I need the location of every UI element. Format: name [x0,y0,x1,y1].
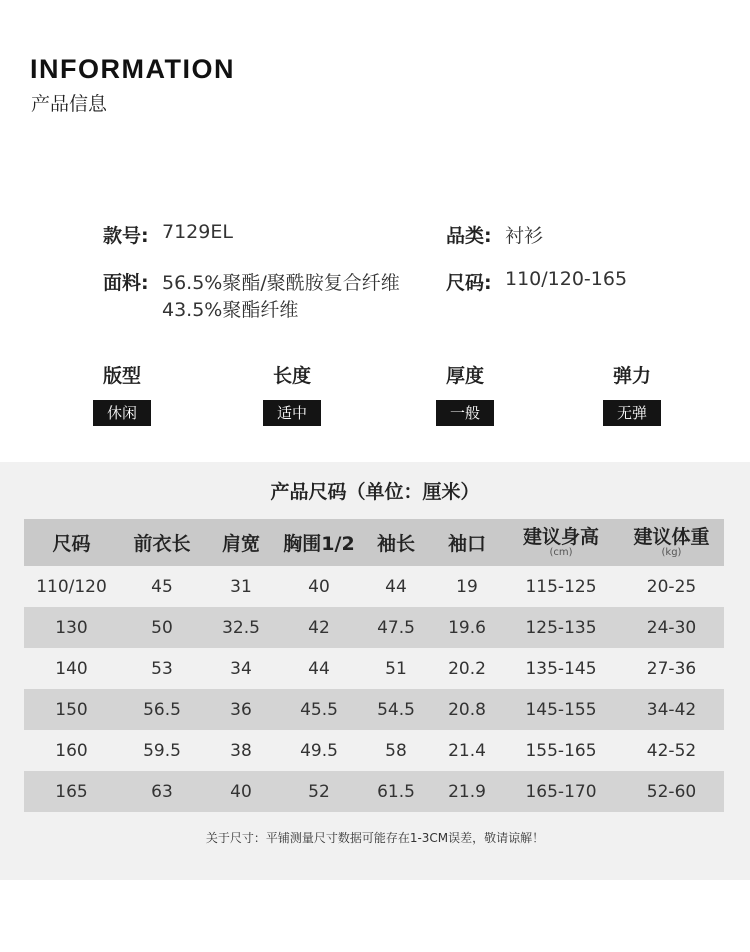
column-header [503,527,619,559]
table-cell: 140 [55,658,88,679]
table-cell: 130 [55,617,88,638]
table-cell: 165-170 [525,781,597,802]
table-row [24,730,724,771]
category-label: 品类: [446,225,492,247]
table-cell: 52-60 [646,781,697,802]
table-row [24,648,724,689]
table-cell: 50 [151,617,173,638]
table-cell: 58 [385,740,407,761]
table-cell: 49.5 [300,740,338,761]
table-cell: 21.9 [448,781,486,802]
table-cell: 20.2 [448,658,486,679]
table-row [24,566,724,607]
fabric-value-line2: 43.5%聚酯纤维 [162,299,299,321]
table-cell: 135-145 [525,658,597,679]
table-cell: 61.5 [377,781,415,802]
table-cell: 40 [308,576,330,597]
table-header-row [24,519,724,566]
table-cell: 145-155 [525,699,597,720]
table-cell: 44 [308,658,330,679]
table-cell: 31 [230,576,252,597]
table-cell: 59.5 [143,740,181,761]
table-row [24,689,724,730]
table-cell: 19 [456,576,478,597]
table-cell: 21.4 [448,740,486,761]
section-title-en: INFORMATION [30,54,235,84]
table-cell: 20-25 [646,576,697,597]
table-cell: 32.5 [222,617,260,638]
column-header-unit: (kg) [661,547,682,559]
table-cell: 36 [230,699,252,720]
table-cell: 34 [230,658,252,679]
size-table [24,519,724,812]
table-cell: 42 [308,617,330,638]
table-cell: 110/120 [36,576,107,597]
fabric-value-line1: 56.5%聚酯/聚酰胺复合纤维 [162,272,400,294]
column-header: 胸围1/2 [283,533,355,555]
size-note: 关于尺寸：平铺测量尺寸数据可能存在1-3CM误差，敬请谅解！ [205,831,545,845]
attribute-label: 版型 [102,365,141,387]
column-header [619,527,724,559]
attribute-label: 长度 [272,365,311,387]
table-cell: 51 [385,658,407,679]
table-cell: 63 [151,781,173,802]
fabric-label: 面料: [103,272,149,294]
attribute-label: 弹力 [612,365,651,387]
size-range-label: 尺码: [446,272,492,294]
table-cell: 42-52 [646,740,697,761]
table-body [24,566,724,812]
table-cell: 20.8 [448,699,486,720]
attribute-length [247,361,337,426]
attribute-fit [77,361,167,426]
table-cell: 53 [151,658,173,679]
table-cell: 27-36 [646,658,697,679]
table-cell: 155-165 [525,740,597,761]
table-cell: 24-30 [646,617,697,638]
attribute-label: 厚度 [445,365,484,387]
table-row [24,607,724,648]
column-header-label: 建议身高 [522,525,599,548]
table-cell: 44 [385,576,407,597]
table-cell: 56.5 [143,699,181,720]
column-header: 肩宽 [221,533,260,555]
table-cell: 47.5 [377,617,415,638]
size-chart-title: 产品尺码（单位：厘米） [270,481,480,503]
table-cell: 52 [308,781,330,802]
column-header: 袖口 [447,533,486,555]
column-header: 尺码 [52,533,91,555]
column-header-unit: (cm) [549,547,573,559]
section-title-cn: 产品信息 [31,93,108,115]
style-no-label: 款号: [103,225,149,247]
table-cell: 45.5 [300,699,338,720]
table-cell: 34-42 [646,699,697,720]
table-cell: 125-135 [525,617,597,638]
table-cell: 40 [230,781,252,802]
column-header: 袖长 [376,533,415,555]
attribute-tag: 无弹 [603,400,661,426]
column-header: 前衣长 [133,533,191,555]
attribute-tag: 适中 [263,400,321,426]
attribute-thickness [420,361,510,426]
table-cell: 160 [55,740,88,761]
attribute-elasticity [587,361,677,426]
table-cell: 38 [230,740,252,761]
size-range-value: 110/120-165 [505,268,628,290]
table-cell: 45 [151,576,173,597]
attribute-tag: 休闲 [93,400,151,426]
table-cell: 165 [55,781,88,802]
column-header-label: 建议体重 [633,525,710,548]
table-cell: 19.6 [448,617,486,638]
table-cell: 54.5 [377,699,415,720]
category-value: 衬衫 [505,225,544,247]
style-no-value: 7129EL [162,221,233,243]
table-cell: 150 [55,699,88,720]
table-row [24,771,724,812]
attribute-tag: 一般 [436,400,494,426]
table-cell: 115-125 [525,576,597,597]
